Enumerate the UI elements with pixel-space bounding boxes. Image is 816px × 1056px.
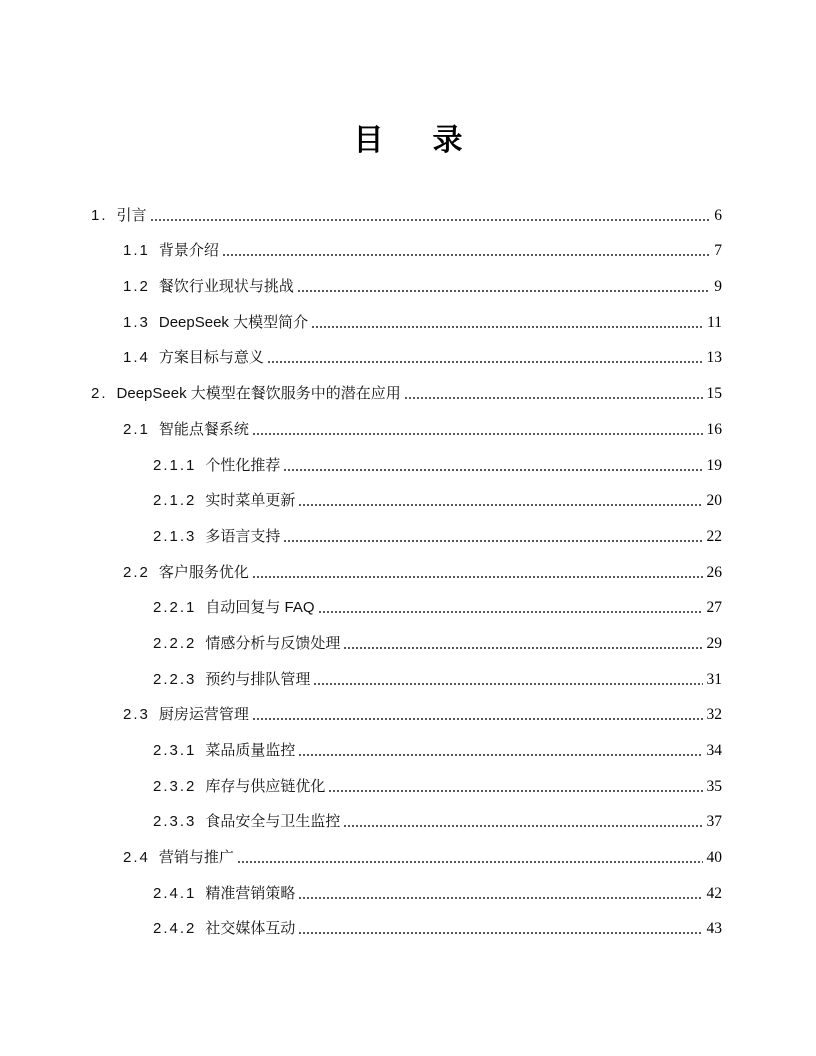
- toc-page-number: 9: [714, 278, 722, 296]
- toc-entry-number: 2.: [91, 385, 108, 403]
- toc-entry-label: DeepSeek 大模型简介: [158, 313, 309, 331]
- toc-leader-dots: [298, 931, 702, 935]
- toc-page-number: 22: [706, 527, 722, 545]
- toc-entry-number: 2.4.2: [153, 920, 197, 938]
- toc-entry[interactable]: [0, 194, 722, 230]
- toc-entry[interactable]: [0, 551, 722, 587]
- toc-entry-label: 预约与排队管理: [205, 670, 311, 688]
- toc-entry[interactable]: [0, 622, 722, 658]
- toc-page-number: 7: [714, 242, 722, 260]
- toc-page-number: 35: [706, 777, 722, 795]
- toc-page-number: 16: [706, 420, 722, 438]
- toc-entry-number: 1.4: [123, 349, 150, 367]
- toc-page-number: 31: [706, 670, 722, 688]
- toc-entry[interactable]: [0, 765, 722, 801]
- toc-page-number: 34: [706, 742, 722, 759]
- toc-entry-label: 菜品质量监控: [205, 742, 296, 759]
- toc-entry[interactable]: [0, 444, 722, 480]
- toc-entry-label: 客户服务优化: [158, 563, 249, 581]
- toc-entry-label: 厨房运营管理: [158, 706, 249, 724]
- toc-entry-number: 2.2.2: [153, 634, 197, 652]
- toc-page-number: 26: [706, 563, 722, 581]
- toc-entry-number: 2.1.3: [153, 527, 197, 545]
- toc-entry-label: DeepSeek 大模型在餐饮服务中的潜在应用: [116, 385, 401, 403]
- toc-entry-number: 2.4.1: [153, 884, 197, 902]
- toc-leader-dots: [237, 860, 703, 864]
- toc-leader-dots: [150, 218, 711, 222]
- toc-page-number: 32: [706, 706, 722, 724]
- toc-leader-dots: [404, 396, 703, 400]
- toc-entry-number: 1.1: [123, 242, 150, 260]
- toc-leader-dots: [283, 539, 702, 543]
- toc-entry-number: 2.3.3: [153, 813, 197, 831]
- toc-leader-dots: [283, 468, 702, 472]
- toc-leader-dots: [343, 646, 702, 650]
- toc-page-number: 20: [706, 492, 722, 510]
- toc-page-number: 42: [706, 884, 722, 902]
- toc-entry-number: 2.2.1: [153, 599, 197, 617]
- toc-entry[interactable]: [0, 658, 722, 694]
- toc-entry-number: 1.3: [123, 313, 150, 331]
- toc-entry-number: 2.2.3: [153, 670, 197, 688]
- toc-entry-label: 库存与供应链优化: [205, 777, 326, 795]
- toc-leader-dots: [252, 575, 703, 579]
- toc-leader-dots: [297, 289, 710, 293]
- toc-leader-dots: [313, 682, 702, 686]
- toc-leader-dots: [343, 824, 702, 828]
- toc-entry-number: 2.1.1: [153, 456, 197, 474]
- toc-entry[interactable]: [0, 587, 722, 623]
- toc-entry-number: 2.1: [123, 420, 150, 438]
- toc-page-number: 27: [706, 599, 722, 617]
- toc-entry-number: 2.3.2: [153, 777, 197, 795]
- toc-entry-number: 2.3.1: [153, 742, 197, 759]
- toc-leader-dots: [222, 253, 710, 257]
- toc-entry-label: 社交媒体互动: [205, 920, 296, 938]
- toc-leader-dots: [318, 610, 703, 614]
- toc-entry[interactable]: [0, 694, 722, 730]
- toc-entry[interactable]: [0, 265, 722, 301]
- toc-entry-label: 引言: [116, 206, 147, 224]
- toc-page-number: 43: [706, 920, 722, 938]
- toc-page-number: 19: [706, 456, 722, 474]
- toc-entry-number: 1.: [91, 206, 108, 224]
- toc-leader-dots: [298, 753, 702, 757]
- page-title-char-left: 目: [353, 124, 384, 157]
- toc-entry-label: 多语言支持: [205, 527, 281, 545]
- toc-entry[interactable]: [0, 872, 722, 908]
- toc-list: [0, 194, 722, 943]
- toc-entry[interactable]: [0, 372, 722, 408]
- toc-entry-number: 2.3: [123, 706, 150, 724]
- toc-entry-label: 方案目标与意义: [158, 349, 264, 367]
- toc-leader-dots: [252, 717, 703, 721]
- page-title: [0, 115, 816, 159]
- toc-entry[interactable]: [0, 337, 722, 373]
- toc-entry[interactable]: [0, 729, 722, 765]
- toc-page-number: 29: [706, 634, 722, 652]
- toc-entry[interactable]: [0, 408, 722, 444]
- toc-entry-number: 2.1.2: [153, 492, 197, 510]
- toc-leader-dots: [298, 503, 702, 507]
- page-title-char-right: 录: [432, 124, 463, 157]
- toc-entry-label: 背景介绍: [158, 242, 219, 260]
- toc-leader-dots: [328, 789, 702, 793]
- toc-entry-label: 情感分析与反馈处理: [205, 634, 341, 652]
- toc-entry-label: 营销与推广: [158, 849, 234, 867]
- toc-leader-dots: [267, 360, 703, 364]
- toc-entry-label: 食品安全与卫生监控: [205, 813, 341, 831]
- toc-entry[interactable]: [0, 301, 722, 337]
- toc-page-number: 13: [706, 349, 722, 367]
- toc-page-number: 11: [707, 313, 722, 331]
- toc-page-number: 15: [706, 385, 722, 403]
- toc-entry-label: 实时菜单更新: [205, 492, 296, 510]
- toc-leader-dots: [311, 325, 703, 329]
- toc-entry[interactable]: [0, 836, 722, 872]
- toc-entry-label: 精准营销策略: [205, 884, 296, 902]
- toc-entry[interactable]: [0, 801, 722, 837]
- toc-entry[interactable]: [0, 908, 722, 944]
- toc-entry[interactable]: [0, 230, 722, 266]
- toc-page-number: 37: [706, 813, 722, 831]
- toc-entry-label: 餐饮行业现状与挑战: [158, 278, 294, 296]
- toc-page-number: 6: [714, 206, 722, 224]
- toc-leader-dots: [298, 896, 702, 900]
- toc-entry-number: 2.2: [123, 563, 150, 581]
- toc-entry[interactable]: [0, 480, 722, 516]
- toc-entry-label: 自动回复与 FAQ: [205, 599, 315, 617]
- toc-entry[interactable]: [0, 515, 722, 551]
- toc-page-number: 40: [706, 849, 722, 867]
- toc-entry-label: 个性化推荐: [205, 456, 281, 474]
- toc-entry-number: 2.4: [123, 849, 150, 867]
- toc-entry-number: 1.2: [123, 278, 150, 296]
- toc-entry-label: 智能点餐系统: [158, 420, 249, 438]
- toc-leader-dots: [252, 432, 703, 436]
